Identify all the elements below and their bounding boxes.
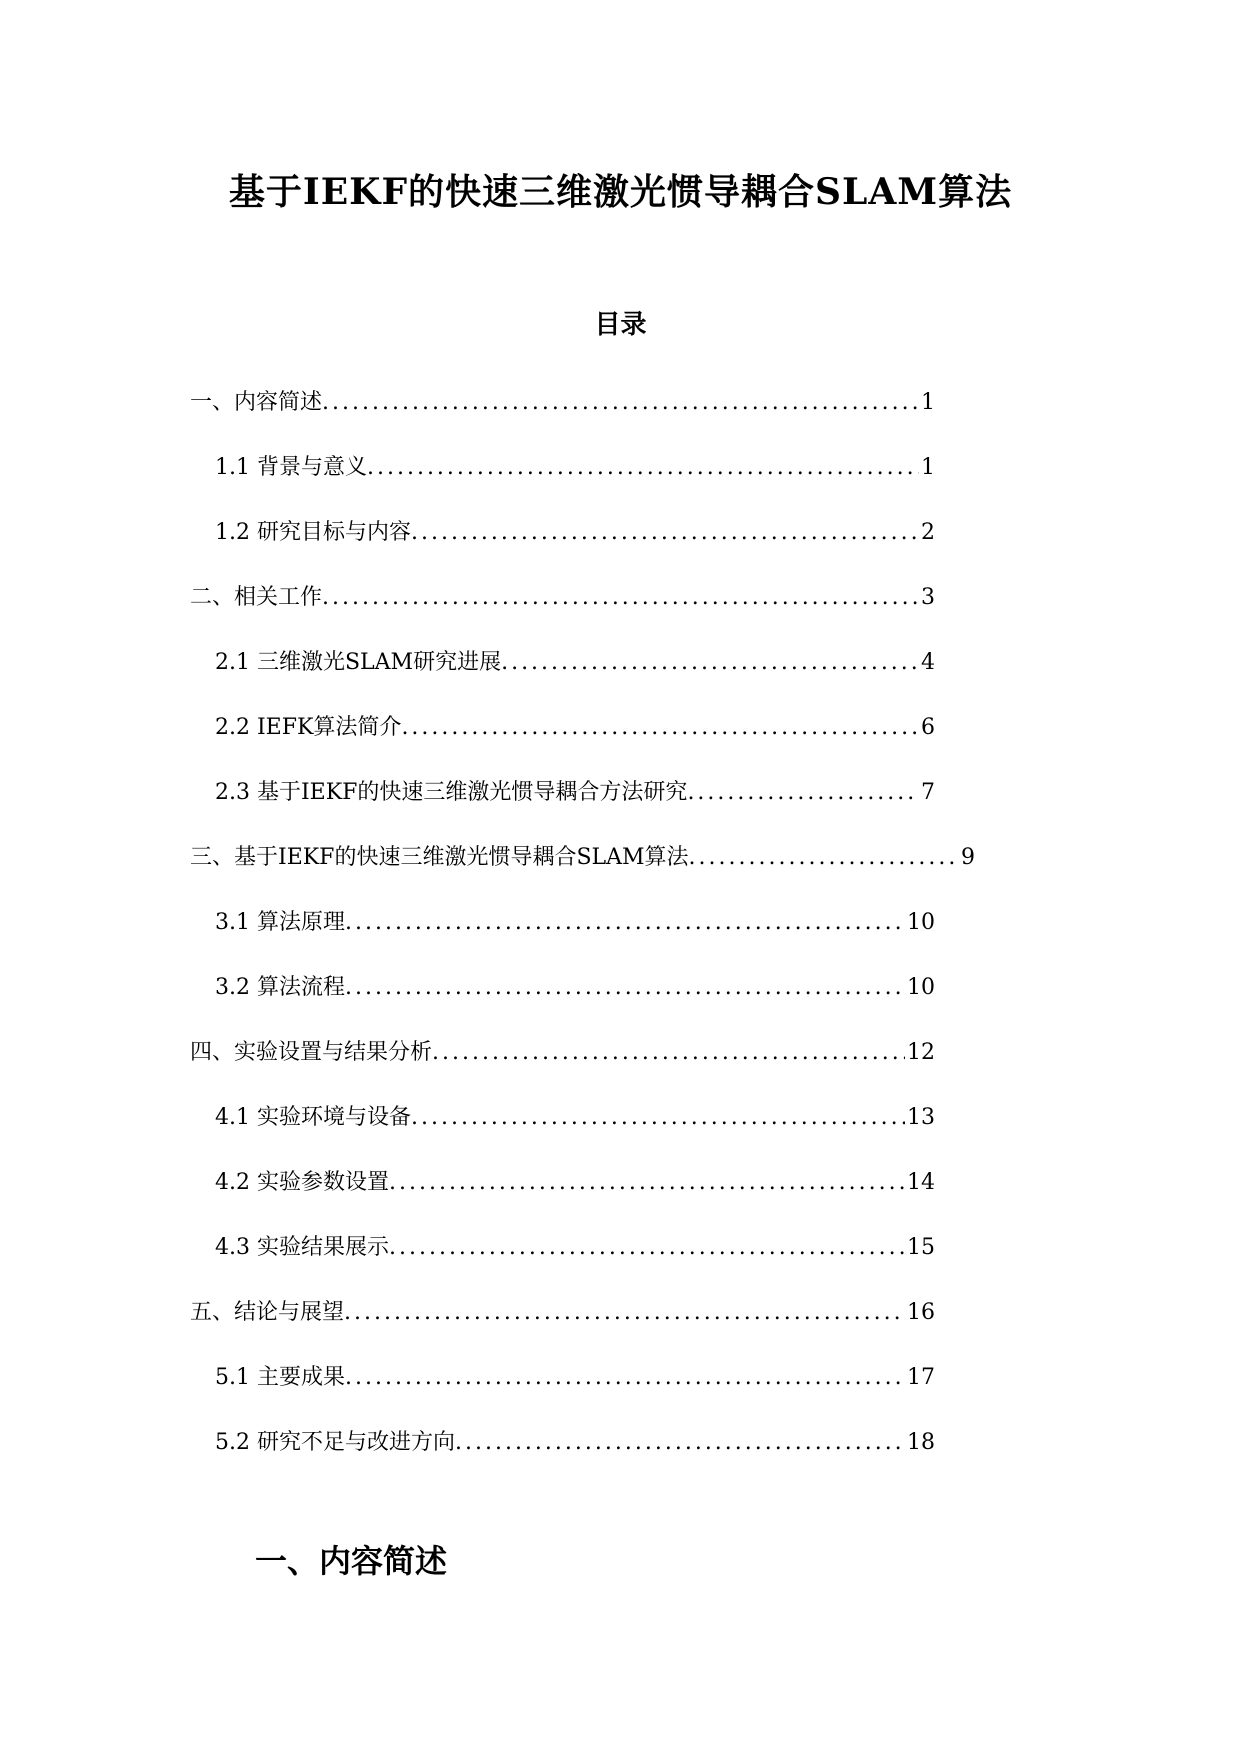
toc-entry-page: 6 (921, 715, 935, 740)
toc-entry-label: 4.3 实验结果展示 (215, 1235, 389, 1260)
toc-dot-leader (432, 1035, 905, 1071)
toc-dot-leader (344, 1295, 905, 1331)
toc-entry[interactable] (190, 515, 935, 580)
toc-entry[interactable] (190, 1035, 935, 1100)
toc-entry-label: 一、内容简述 (190, 390, 323, 415)
toc-dot-leader (345, 905, 905, 941)
document-title: 基于IEKF的快速三维激光惯导耦合SLAM算法 (228, 171, 1013, 214)
toc-entry-page: 16 (907, 1300, 935, 1325)
toc-entry-label: 2.2 IEFK算法简介 (215, 715, 402, 740)
toc-entry[interactable] (190, 450, 935, 515)
section-heading: 一、内容简述 (255, 1541, 448, 1580)
toc-entry[interactable] (190, 1230, 935, 1295)
toc-entry-label: 5.1 主要成果 (215, 1365, 345, 1390)
toc-entry-page: 1 (921, 455, 935, 480)
toc-entry-page: 9 (961, 845, 975, 870)
toc-dot-leader (389, 1230, 905, 1266)
toc-entry[interactable] (190, 1295, 935, 1360)
toc-dot-leader (689, 840, 959, 876)
toc-entry-page: 3 (921, 585, 935, 610)
toc-entry-page: 12 (907, 1040, 935, 1065)
toc-entry-page: 15 (907, 1235, 935, 1260)
toc-entry-label: 2.3 基于IEKF的快速三维激光惯导耦合方法研究 (215, 780, 688, 805)
toc-dot-leader (367, 450, 919, 486)
toc-entry[interactable] (190, 1100, 935, 1165)
toc-entry-label: 3.1 算法原理 (215, 910, 345, 935)
toc-entry[interactable] (190, 645, 935, 710)
toc-entry-page: 18 (907, 1430, 935, 1455)
toc-entry[interactable] (190, 580, 935, 645)
toc-dot-leader (345, 970, 905, 1006)
toc-entry-page: 17 (907, 1365, 935, 1390)
toc-entry[interactable] (190, 1165, 935, 1230)
toc-entry-label: 1.2 研究目标与内容 (215, 520, 411, 545)
toc-entry[interactable] (190, 1360, 935, 1425)
toc-entry-label: 3.2 算法流程 (215, 975, 345, 1000)
toc-entry-label: 二、相关工作 (190, 585, 323, 610)
toc-entry-page: 13 (907, 1105, 935, 1130)
toc-entry-label: 五、结论与展望 (190, 1300, 345, 1325)
toc-entry-label: 4.1 实验环境与设备 (215, 1105, 411, 1130)
toc-heading: 目录 (594, 309, 647, 340)
toc-dot-leader (345, 1360, 905, 1396)
toc-entry[interactable] (190, 905, 935, 970)
toc-dot-leader (389, 1165, 905, 1201)
toc-entry-label: 2.1 三维激光SLAM研究进展 (215, 650, 502, 675)
toc-dot-leader (411, 1100, 905, 1136)
toc-entry-label: 4.2 实验参数设置 (215, 1170, 389, 1195)
toc-dot-leader (322, 385, 919, 421)
toc-entry-page: 14 (907, 1170, 935, 1195)
table-of-contents (190, 385, 990, 1490)
toc-dot-leader (401, 710, 919, 746)
toc-dot-leader (411, 515, 919, 551)
toc-entry[interactable] (190, 710, 935, 775)
toc-entry-label: 三、基于IEKF的快速三维激光惯导耦合SLAM算法 (190, 845, 689, 870)
toc-entry-label: 四、实验设置与结果分析 (190, 1040, 433, 1065)
toc-dot-leader (455, 1425, 905, 1461)
toc-dot-leader (322, 580, 919, 616)
toc-entry-page: 4 (921, 650, 935, 675)
toc-entry[interactable] (190, 775, 935, 840)
toc-entry-label: 1.1 背景与意义 (215, 455, 367, 480)
toc-entry-page: 10 (907, 975, 935, 1000)
toc-entry-label: 5.2 研究不足与改进方向 (215, 1430, 455, 1455)
toc-entry-page: 1 (921, 390, 935, 415)
toc-entry[interactable] (190, 840, 975, 905)
toc-entry[interactable] (190, 970, 935, 1035)
toc-dot-leader (687, 775, 919, 811)
toc-dot-leader (501, 645, 919, 681)
toc-entry-page: 2 (921, 520, 935, 545)
toc-entry[interactable] (190, 1425, 935, 1490)
toc-entry[interactable] (190, 385, 935, 450)
toc-entry-page: 10 (907, 910, 935, 935)
toc-entry-page: 7 (921, 780, 935, 805)
